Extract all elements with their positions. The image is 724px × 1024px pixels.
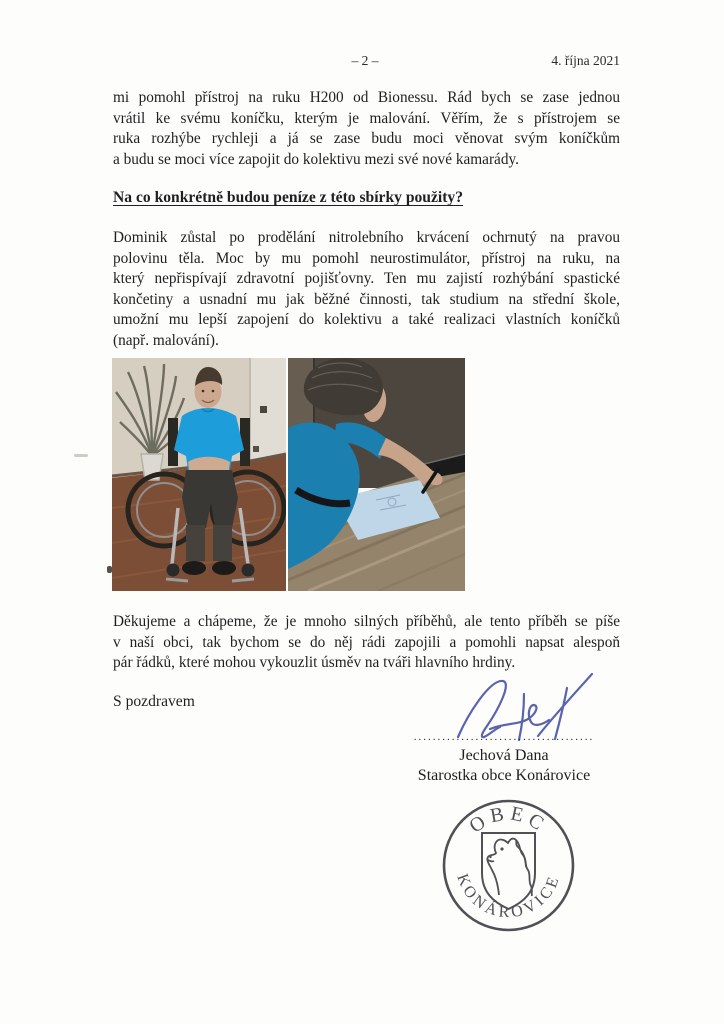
paragraph-line: který nepřispívají zdravotní pojišťovny. Ten mu zajistí rozhýbání spastické <box>113 270 620 288</box>
page-header-number: – 2 – <box>351 53 379 68</box>
closing-salutation: S pozdravem <box>113 693 195 710</box>
official-stamp <box>441 797 576 939</box>
paragraph-line: Děkujeme a chápeme, že je mnoho silných příběhů, ale tento příběh se píše <box>113 613 620 630</box>
svg-text:KONÁROVICE <box>453 872 563 922</box>
paragraph-line: (např. malování). <box>113 331 219 349</box>
signatory-name: Jechová Dana <box>459 747 549 764</box>
paragraph-2 <box>113 228 620 352</box>
stamp-bottom-text: KONÁROVICE <box>453 871 564 922</box>
paragraph-line: v naší obci, tak bychom se do něj rádi zapojili a pomohli napsat alespoň <box>113 633 620 651</box>
paragraph-line: pár řádků, které mohou vykouzlit úsměv na tváři hlavního hrdiny. <box>113 654 516 672</box>
paragraph-3 <box>113 612 620 674</box>
photo-boy-writing-at-desk <box>288 358 465 591</box>
scan-artifact <box>74 454 88 457</box>
paragraph-line: Dominik zůstal po prodělání nitrolebního krvácení ochrnutý na pravou <box>113 229 620 246</box>
signatory-title: Starostka obce Konárovice <box>417 767 591 784</box>
section-heading: Na co konkrétně budou peníze z této sbírky použity? <box>113 189 464 206</box>
paragraph-line: končetiny a usnadní mu jak běžné činnosti, tak studium na střední škole, <box>113 290 620 308</box>
paragraph-line: mi pomohl přístroj na ruku H200 od Bionessu. Rád bych se zase jednou <box>113 89 620 106</box>
stamp-shield <box>482 833 535 909</box>
paragraph-line: vrátil ke svému koníčku, kterým je malování. Věřím, že s přístrojem se <box>113 109 620 127</box>
paragraph-line: umožní mu lepší zapojení do kolektivu a také realizaci vlastních koníčků <box>113 311 620 329</box>
paragraph-line: polovinu těla. Moc by mu pomohl neurostimulátor, přístroj na ruku, na <box>113 249 620 267</box>
stamp-top-text: OBEC <box>465 802 552 838</box>
stamp-horse-icon <box>487 839 532 896</box>
signature-dotted-line: ...................................... <box>413 731 595 743</box>
paragraph-line: a budu se moci více zapojit do kolektivu mezi své nové kamarády. <box>113 150 519 168</box>
page-header-date: 4. října 2021 <box>551 53 620 68</box>
paragraph-1 <box>113 88 620 170</box>
paragraph-line: ruka rozhýbe rychleji a já se zase budu moci věnovat svým koníčkům <box>113 130 620 148</box>
photo-boy-in-wheelchair <box>112 358 286 591</box>
